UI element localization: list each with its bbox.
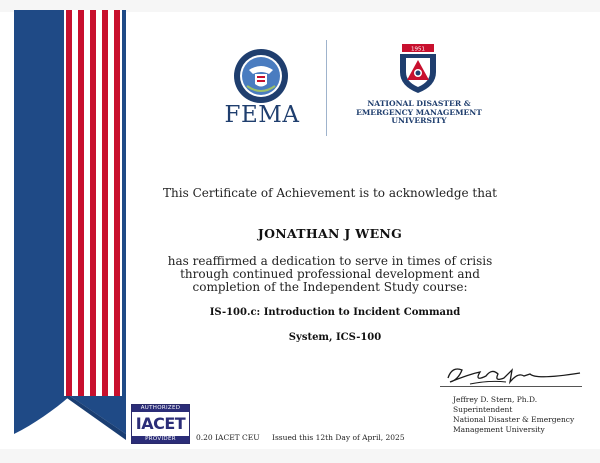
ndemu-name-line: UNIVERSITY bbox=[391, 116, 447, 126]
page-bottom-edge bbox=[0, 449, 600, 463]
iacet-provider-label: PROVIDER bbox=[132, 436, 189, 443]
certificate-body bbox=[150, 255, 510, 294]
signer-org-line: Management University bbox=[453, 425, 545, 434]
body-line: has reaffirmed a dedication to serve in times of crisis bbox=[167, 254, 493, 268]
signature-line bbox=[440, 386, 582, 387]
fema-wordmark: FEMA bbox=[224, 102, 300, 128]
iacet-logo-mark: IACET bbox=[135, 414, 186, 433]
ndemu-year: 1951 bbox=[411, 46, 425, 53]
course-title-continued: System, ICS-100 bbox=[288, 332, 382, 343]
signer-block bbox=[453, 395, 593, 435]
ceu-credit: 0.20 IACET CEU bbox=[196, 433, 260, 442]
issue-date: Issued this 12th Day of April, 2025 bbox=[272, 433, 405, 442]
body-line: through continued professional development and bbox=[180, 267, 480, 281]
ndemu-name bbox=[352, 100, 486, 126]
signer-org-line: National Disaster & Emergency bbox=[453, 415, 575, 424]
acknowledgement-text: This Certificate of Achievement is to acknowledge that bbox=[163, 186, 497, 200]
signer-title: Superintendent bbox=[453, 405, 513, 414]
logo-divider bbox=[326, 40, 327, 136]
body-line: completion of the Independent Study course: bbox=[192, 280, 468, 294]
ndemu-name-line: EMERGENCY MANAGEMENT bbox=[356, 107, 482, 117]
signer-name: Jeffrey D. Stern, Ph.D. bbox=[453, 395, 538, 404]
ndemu-shield-icon bbox=[396, 44, 440, 94]
ndemu-name-line: NATIONAL DISASTER & bbox=[367, 99, 471, 108]
iacet-badge bbox=[131, 404, 190, 444]
dhs-seal-icon bbox=[233, 48, 289, 104]
flag-banner bbox=[14, 10, 126, 450]
course-title: IS-100.c: Introduction to Incident Command bbox=[209, 307, 461, 318]
iacet-authorized-label: AUTHORIZED bbox=[132, 405, 189, 412]
recipient-name: JONATHAN J WENG bbox=[257, 226, 403, 241]
